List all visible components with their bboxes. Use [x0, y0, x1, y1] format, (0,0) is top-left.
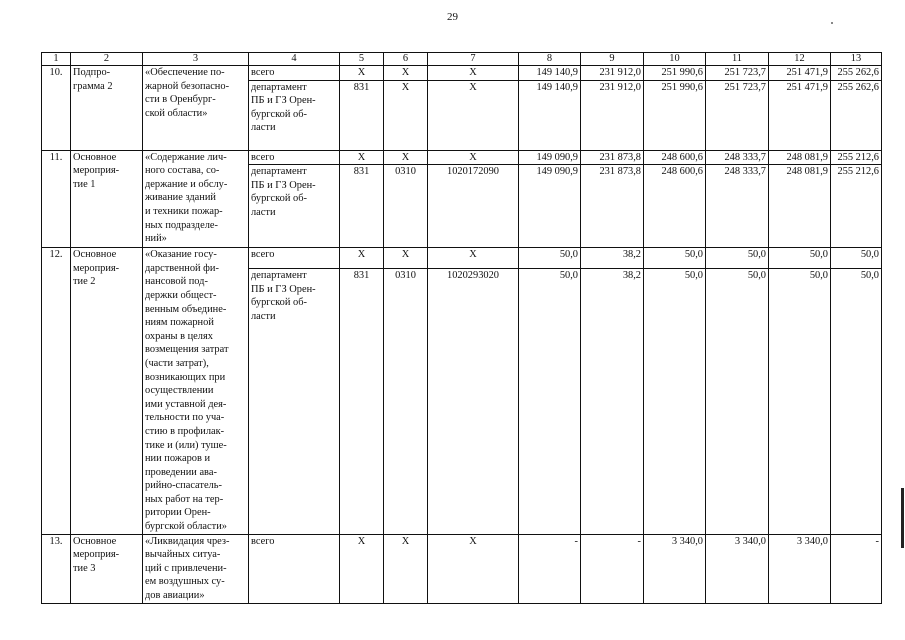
- budget-table: [41, 52, 882, 604]
- code-rzpr: Х: [384, 150, 428, 165]
- code-grbs: Х: [340, 248, 384, 269]
- amount-col-11: 50,0: [706, 269, 769, 534]
- column-header: 2: [71, 53, 143, 66]
- amount-col-13: 255 212,6: [831, 165, 882, 248]
- amount-col-10: 251 990,6: [644, 80, 706, 150]
- column-header: 8: [519, 53, 581, 66]
- page-number: 29: [447, 11, 458, 23]
- program-type: Основное мероприя- тие 1: [71, 150, 143, 248]
- table-row: [42, 248, 882, 269]
- code-grbs: 831: [340, 269, 384, 534]
- amount-col-12: 50,0: [769, 269, 831, 534]
- scan-edge-mark: [901, 488, 904, 548]
- amount-col-13: 255 262,6: [831, 66, 882, 81]
- amount-col-12: 251 471,9: [769, 80, 831, 150]
- amount-col-8: 149 140,9: [519, 66, 581, 81]
- amount-col-10: 248 600,6: [644, 150, 706, 165]
- amount-col-9: 38,2: [581, 269, 644, 534]
- amount-col-11: 3 340,0: [706, 534, 769, 603]
- code-csr: Х: [428, 248, 519, 269]
- table-body: [42, 53, 882, 604]
- amount-col-8: -: [519, 534, 581, 603]
- amount-col-13: 50,0: [831, 248, 882, 269]
- amount-col-13: 255 262,6: [831, 80, 882, 150]
- amount-col-11: 50,0: [706, 248, 769, 269]
- code-rzpr: Х: [384, 80, 428, 150]
- amount-col-9: -: [581, 534, 644, 603]
- amount-col-12: 3 340,0: [769, 534, 831, 603]
- amount-col-12: 248 081,9: [769, 150, 831, 165]
- amount-col-13: 50,0: [831, 269, 882, 534]
- program-name: «Обеспечение по- жарной безопасно- сти в Оренбург- ской области»: [143, 66, 249, 151]
- code-rzpr: Х: [384, 534, 428, 603]
- program-name: «Содержание лич- ного состава, со- держание и обслу- живание зданий и техники пожар- ных подразделе- ний»: [143, 150, 249, 248]
- amount-col-12: 50,0: [769, 248, 831, 269]
- row-number: 13.: [42, 534, 71, 603]
- amount-col-8: 50,0: [519, 248, 581, 269]
- code-csr: Х: [428, 534, 519, 603]
- row-number: 12.: [42, 248, 71, 534]
- code-rzpr: Х: [384, 66, 428, 81]
- column-header: 13: [831, 53, 882, 66]
- code-grbs: Х: [340, 66, 384, 81]
- amount-col-13: 255 212,6: [831, 150, 882, 165]
- executor: всего: [249, 534, 340, 603]
- amount-col-9: 231 912,0: [581, 80, 644, 150]
- program-type: Подпро- грамма 2: [71, 66, 143, 151]
- amount-col-8: 149 140,9: [519, 80, 581, 150]
- code-csr: Х: [428, 66, 519, 81]
- amount-col-11: 248 333,7: [706, 150, 769, 165]
- amount-col-11: 251 723,7: [706, 80, 769, 150]
- column-number-row: [42, 53, 882, 66]
- amount-col-12: 248 081,9: [769, 165, 831, 248]
- code-csr: 1020293020: [428, 269, 519, 534]
- code-grbs: 831: [340, 165, 384, 248]
- executor: департамент ПБ и ГЗ Орен- бургской об- ласти: [249, 80, 340, 150]
- table-row: [42, 150, 882, 165]
- code-rzpr: 0310: [384, 269, 428, 534]
- code-csr: Х: [428, 150, 519, 165]
- program-name: «Ликвидация чрез- вычайных ситуа- ций с привлечени- ем воздушных су- дов авиации»: [143, 534, 249, 603]
- table-row: [42, 534, 882, 603]
- scan-speck: [831, 22, 833, 24]
- column-header: 11: [706, 53, 769, 66]
- program-type: Основное мероприя- тие 2: [71, 248, 143, 534]
- column-header: 5: [340, 53, 384, 66]
- column-header: 1: [42, 53, 71, 66]
- executor: всего: [249, 150, 340, 165]
- amount-col-9: 231 873,8: [581, 165, 644, 248]
- column-header: 4: [249, 53, 340, 66]
- code-rzpr: 0310: [384, 165, 428, 248]
- executor: всего: [249, 248, 340, 269]
- column-header: 10: [644, 53, 706, 66]
- amount-col-11: 251 723,7: [706, 66, 769, 81]
- code-grbs: 831: [340, 80, 384, 150]
- executor: всего: [249, 66, 340, 81]
- amount-col-8: 149 090,9: [519, 150, 581, 165]
- amount-col-8: 50,0: [519, 269, 581, 534]
- amount-col-10: 248 600,6: [644, 165, 706, 248]
- column-header: 3: [143, 53, 249, 66]
- program-name: «Оказание госу- дарственной фи- нансовой под- держки общест- венным объедине- ниям пожарной охраны в целях возмещения затрат (части затрат), возникающих при осуществлении ими уставной дея- тельности по уча- стию в профилак- тике и (или) туше- нии пожаров и проведении ава- рийно-спасатель- ных работ на тер- ритории Орен- бургской области»: [143, 248, 249, 534]
- amount-col-12: 251 471,9: [769, 66, 831, 81]
- code-grbs: Х: [340, 150, 384, 165]
- amount-col-10: 50,0: [644, 269, 706, 534]
- program-type: Основное мероприя- тие 3: [71, 534, 143, 603]
- executor: департамент ПБ и ГЗ Орен- бургской об- ласти: [249, 165, 340, 248]
- code-grbs: Х: [340, 534, 384, 603]
- amount-col-13: -: [831, 534, 882, 603]
- amount-col-10: 50,0: [644, 248, 706, 269]
- amount-col-10: 251 990,6: [644, 66, 706, 81]
- code-csr: 1020172090: [428, 165, 519, 248]
- column-header: 12: [769, 53, 831, 66]
- amount-col-9: 38,2: [581, 248, 644, 269]
- executor: департамент ПБ и ГЗ Орен- бургской об- ласти: [249, 269, 340, 534]
- row-number: 10.: [42, 66, 71, 151]
- column-header: 7: [428, 53, 519, 66]
- amount-col-9: 231 912,0: [581, 66, 644, 81]
- column-header: 6: [384, 53, 428, 66]
- amount-col-9: 231 873,8: [581, 150, 644, 165]
- code-rzpr: Х: [384, 248, 428, 269]
- amount-col-8: 149 090,9: [519, 165, 581, 248]
- code-csr: Х: [428, 80, 519, 150]
- row-number: 11.: [42, 150, 71, 248]
- amount-col-11: 248 333,7: [706, 165, 769, 248]
- column-header: 9: [581, 53, 644, 66]
- table-row: [42, 66, 882, 81]
- amount-col-10: 3 340,0: [644, 534, 706, 603]
